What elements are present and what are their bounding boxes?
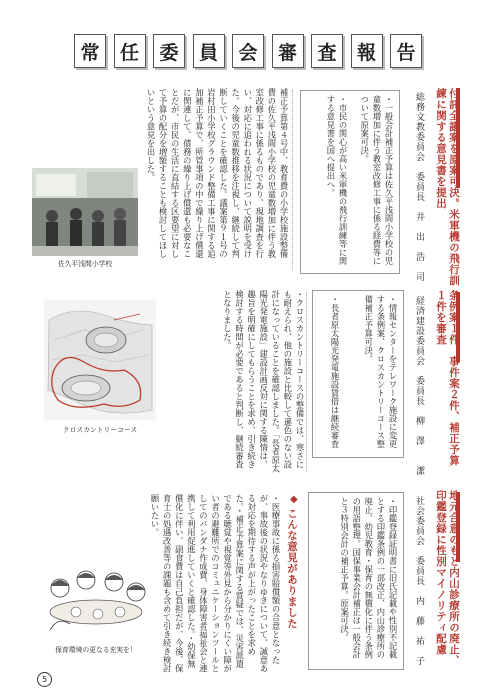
title-char: 員	[193, 34, 225, 68]
school-text: 補正予算第４号中、教育費の小学校施設整備費の佐久平浅間小学校の児童数増加に伴う教室改修工事に係るものであり、現地調査を行い、対応に追われる状況について説明を受けた。今後の児童数推移を注視し、継続して判断していくことを確認した。議案第９１号の岩村田小学校グラウンド整備工事に関する追加補正予算で、所管事項の中で繰り上げ償還に関連して、債務の繰り上げ償還も必要なことだが、市民の生活に直結する区要望に対して予算の配分を増額することも検討してほしいという意見を出した。	[145, 88, 289, 258]
committee-name: 総務文教委員会 委員長 井 出 浩 司	[414, 92, 424, 282]
school-photo-image	[32, 168, 138, 256]
course-text: ・クロスカントリーコースの整備では、寒さにも耐えられ、他の施設と比較して遜色のない設計になっていることを確認しました。「長者原太陽光発電施設」建設計画反対に関する陳情は、趣旨を明確にしてもらうことを求め、引き続き検討する時間が必要であると判断し、継続審査となりました。	[222, 290, 305, 473]
childcare-illustration-image	[36, 560, 156, 640]
committee-name: 経済建設委員会 委員長 柳 澤 潔	[414, 296, 424, 476]
course-map	[44, 300, 156, 420]
page-title	[74, 34, 422, 68]
divider	[292, 90, 293, 270]
diamond-icon: ◆	[290, 494, 298, 505]
photo-caption: 保育環境の更なる充実を！	[55, 646, 137, 654]
title-char: 査	[311, 34, 343, 68]
title-char: 会	[232, 34, 264, 68]
section-headline: 地元合意のもと内山診療所の廃止、印鑑登録に性別マイノリティ配慮	[435, 490, 460, 666]
episode-label: こんな意見がありました	[286, 508, 298, 629]
school-photo	[32, 168, 138, 256]
section-headline: 付託全議案を原案可決。米軍機の飛行訓練に関する意見書を提出	[435, 88, 460, 286]
title-char: 審	[272, 34, 304, 68]
title-char: 告	[390, 34, 422, 68]
childcare-illustration	[36, 560, 156, 640]
title-char: 委	[153, 34, 185, 68]
photo-caption: クロスカントリーコース	[62, 426, 138, 434]
summary-item: ・情報センターをテレワーク施設に変更する条例案、クロスカントリーコース整備補正予算可決。	[363, 295, 398, 448]
title-char: 報	[351, 34, 383, 68]
summary-item: ・印鑑登録証明書に旧氏記載や性別不記載とする印鑑条例の一部改正、内山診療所の廃止、幼児教育・保育の無償化に伴う条例の用語整理。国保事業会計補正は一般会計と３特別会計の補正予算。原案可決。	[339, 497, 398, 659]
episode-text: ・医療事故に係る損害賠償額の合意となったが、事故後の状況やなりゆきについて、誠意ある対応を期待する声が上がったことを求めた。・補正予算案に関する質疑では、災害派遣である聴覚や視覚等外見から分かりにくい障がい者の避難所でのコミュニケーションツールとしてのバンダナ作成費、身体障害者福祉会と連携して利用促進していくと確認した。・幼保無償化に伴い、副食費は自己負担だが、今後、保育士の処遇改善等の課題も含めて引き続き検討願いたい。	[150, 494, 281, 673]
summary-box	[300, 90, 400, 274]
summary-item: ・長者原太陽光発電施設賃借は継続審査	[330, 295, 340, 448]
page-number: 5	[37, 672, 52, 687]
summary-box	[312, 290, 404, 458]
title-char: 任	[114, 34, 146, 68]
photo-caption: 佐久平浅間小学校	[57, 260, 113, 268]
divider	[306, 292, 307, 472]
summary-item: ・一般会計補正予算は佐久平浅間小学校の児童数増加に伴う教室改修工事に係る経費等について原案可決。	[359, 95, 394, 265]
committee-name: 社会委員会 委員長 内 藤 祐 子	[414, 496, 424, 666]
section-headline: 条例案１件、事件案２件、補正予算１件を審査	[435, 290, 460, 466]
summary-item: ・市民の関心が高い米軍機の飛行訓練等に関する意見書を国へ提出へ。	[325, 95, 348, 265]
course-map-image	[44, 300, 156, 420]
title-char: 常	[74, 34, 106, 68]
summary-box	[308, 492, 404, 670]
